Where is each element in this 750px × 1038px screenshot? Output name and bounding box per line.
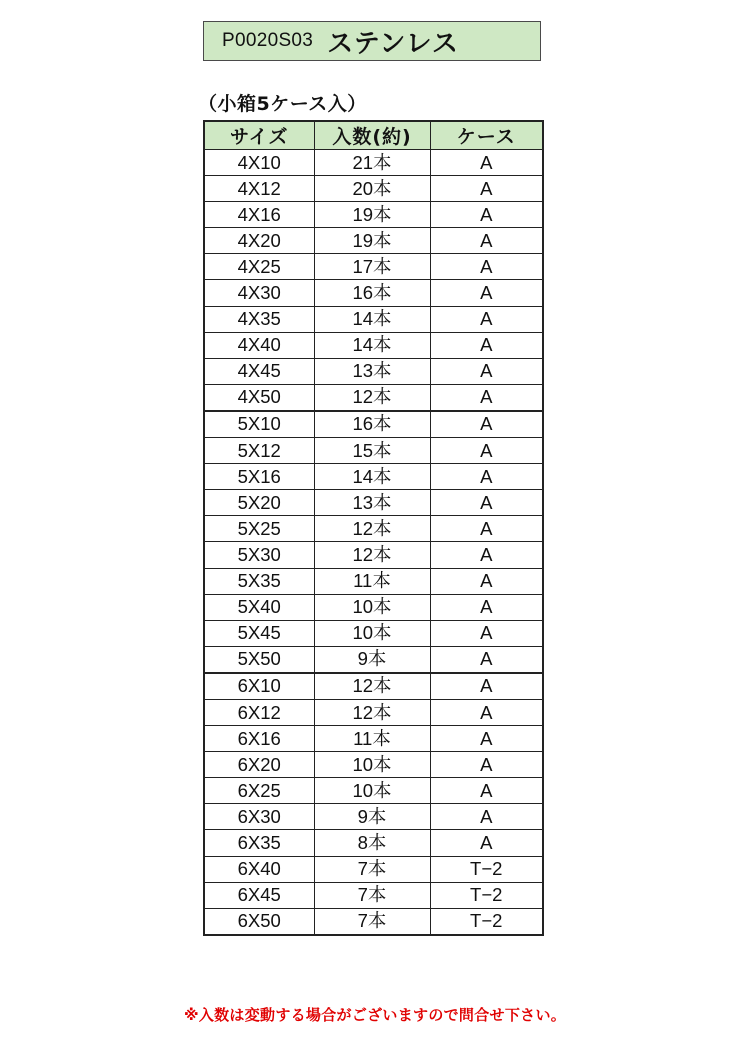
cell-case: A xyxy=(430,358,543,384)
table-row xyxy=(204,568,543,594)
table-row xyxy=(204,411,543,438)
table-row xyxy=(204,150,543,176)
cell-quantity: 20本 xyxy=(314,176,430,202)
cell-case: A xyxy=(430,280,543,306)
header-case: ケース xyxy=(430,121,543,150)
cell-case: A xyxy=(430,228,543,254)
cell-quantity: 16本 xyxy=(314,280,430,306)
table-row xyxy=(204,358,543,384)
table-row xyxy=(204,726,543,752)
cell-quantity: 7本 xyxy=(314,908,430,935)
cell-case: A xyxy=(430,594,543,620)
cell-case: A xyxy=(430,726,543,752)
table-row xyxy=(204,699,543,725)
table-row xyxy=(204,856,543,882)
cell-size: 6X45 xyxy=(204,882,314,908)
table-row xyxy=(204,438,543,464)
product-code: P0020S03 xyxy=(222,30,314,51)
cell-size: 5X50 xyxy=(204,646,314,673)
cell-size: 6X30 xyxy=(204,804,314,830)
cell-size: 5X35 xyxy=(204,568,314,594)
cell-case: A xyxy=(430,804,543,830)
cell-case: A xyxy=(430,306,543,332)
cell-quantity: 12本 xyxy=(314,673,430,700)
cell-size: 4X40 xyxy=(204,332,314,358)
cell-quantity: 19本 xyxy=(314,228,430,254)
table-body xyxy=(204,150,543,935)
cell-size: 4X10 xyxy=(204,150,314,176)
cell-quantity: 7本 xyxy=(314,882,430,908)
cell-case: T−2 xyxy=(430,908,543,935)
cell-quantity: 16本 xyxy=(314,411,430,438)
cell-case: A xyxy=(430,646,543,673)
cell-quantity: 7本 xyxy=(314,856,430,882)
cell-case: A xyxy=(430,490,543,516)
cell-quantity: 11本 xyxy=(314,568,430,594)
table-row xyxy=(204,778,543,804)
cell-size: 4X50 xyxy=(204,384,314,411)
table-row xyxy=(204,280,543,306)
cell-size: 5X40 xyxy=(204,594,314,620)
cell-quantity: 12本 xyxy=(314,699,430,725)
cell-size: 4X12 xyxy=(204,176,314,202)
cell-case: A xyxy=(430,150,543,176)
cell-quantity: 10本 xyxy=(314,752,430,778)
packaging-note: （小箱5ケース入） xyxy=(198,93,367,115)
cell-case: A xyxy=(430,778,543,804)
cell-size: 5X20 xyxy=(204,490,314,516)
cell-quantity: 12本 xyxy=(314,542,430,568)
cell-quantity: 9本 xyxy=(314,804,430,830)
table-row xyxy=(204,306,543,332)
cell-case: A xyxy=(430,464,543,490)
cell-case: A xyxy=(430,176,543,202)
table-row xyxy=(204,202,543,228)
cell-size: 5X30 xyxy=(204,542,314,568)
cell-quantity: 8本 xyxy=(314,830,430,856)
cell-quantity: 19本 xyxy=(314,202,430,228)
cell-case: A xyxy=(430,202,543,228)
cell-case: A xyxy=(430,673,543,700)
cell-quantity: 21本 xyxy=(314,150,430,176)
table-row xyxy=(204,384,543,411)
table-row xyxy=(204,254,543,280)
table-row xyxy=(204,176,543,202)
cell-case: A xyxy=(430,542,543,568)
quantity-disclaimer: ※入数は変動する場合がございますので問合せ下さい。 xyxy=(183,1006,567,1024)
cell-quantity: 17本 xyxy=(314,254,430,280)
table-row xyxy=(204,673,543,700)
cell-size: 5X45 xyxy=(204,620,314,646)
table-row xyxy=(204,752,543,778)
cell-case: A xyxy=(430,332,543,358)
product-material: ステンレス xyxy=(327,28,459,59)
cell-size: 6X12 xyxy=(204,699,314,725)
cell-quantity: 11本 xyxy=(314,726,430,752)
cell-quantity: 14本 xyxy=(314,332,430,358)
cell-quantity: 12本 xyxy=(314,516,430,542)
table-row xyxy=(204,830,543,856)
cell-case: A xyxy=(430,516,543,542)
table-row xyxy=(204,882,543,908)
table-header-row xyxy=(204,121,543,150)
cell-size: 6X16 xyxy=(204,726,314,752)
product-title-box xyxy=(203,21,541,61)
size-quantity-table xyxy=(203,120,544,936)
table-row xyxy=(204,516,543,542)
table-row xyxy=(204,908,543,935)
cell-case: A xyxy=(430,620,543,646)
cell-case: A xyxy=(430,752,543,778)
table-row xyxy=(204,594,543,620)
cell-size: 6X35 xyxy=(204,830,314,856)
header-size: サイズ xyxy=(204,121,314,150)
cell-case: T−2 xyxy=(430,882,543,908)
cell-quantity: 10本 xyxy=(314,620,430,646)
cell-size: 6X10 xyxy=(204,673,314,700)
cell-case: A xyxy=(430,830,543,856)
cell-quantity: 12本 xyxy=(314,384,430,411)
cell-quantity: 13本 xyxy=(314,490,430,516)
cell-size: 4X45 xyxy=(204,358,314,384)
table-row xyxy=(204,646,543,673)
table-row xyxy=(204,620,543,646)
table-row xyxy=(204,490,543,516)
table-row xyxy=(204,542,543,568)
table-row xyxy=(204,228,543,254)
cell-size: 6X50 xyxy=(204,908,314,935)
cell-quantity: 10本 xyxy=(314,594,430,620)
cell-size: 5X25 xyxy=(204,516,314,542)
cell-case: A xyxy=(430,568,543,594)
cell-case: A xyxy=(430,384,543,411)
header-quantity: 入数(約) xyxy=(314,121,430,150)
cell-size: 4X20 xyxy=(204,228,314,254)
table-row xyxy=(204,332,543,358)
table-row xyxy=(204,804,543,830)
cell-size: 6X20 xyxy=(204,752,314,778)
cell-case: A xyxy=(430,254,543,280)
cell-size: 4X25 xyxy=(204,254,314,280)
cell-size: 5X16 xyxy=(204,464,314,490)
cell-size: 6X40 xyxy=(204,856,314,882)
cell-size: 4X30 xyxy=(204,280,314,306)
cell-case: T−2 xyxy=(430,856,543,882)
cell-quantity: 14本 xyxy=(314,464,430,490)
cell-size: 5X10 xyxy=(204,411,314,438)
cell-size: 6X25 xyxy=(204,778,314,804)
cell-quantity: 14本 xyxy=(314,306,430,332)
cell-size: 5X12 xyxy=(204,438,314,464)
cell-size: 4X16 xyxy=(204,202,314,228)
cell-quantity: 15本 xyxy=(314,438,430,464)
table-row xyxy=(204,464,543,490)
cell-case: A xyxy=(430,438,543,464)
cell-quantity: 13本 xyxy=(314,358,430,384)
cell-quantity: 9本 xyxy=(314,646,430,673)
cell-size: 4X35 xyxy=(204,306,314,332)
cell-quantity: 10本 xyxy=(314,778,430,804)
cell-case: A xyxy=(430,411,543,438)
cell-case: A xyxy=(430,699,543,725)
